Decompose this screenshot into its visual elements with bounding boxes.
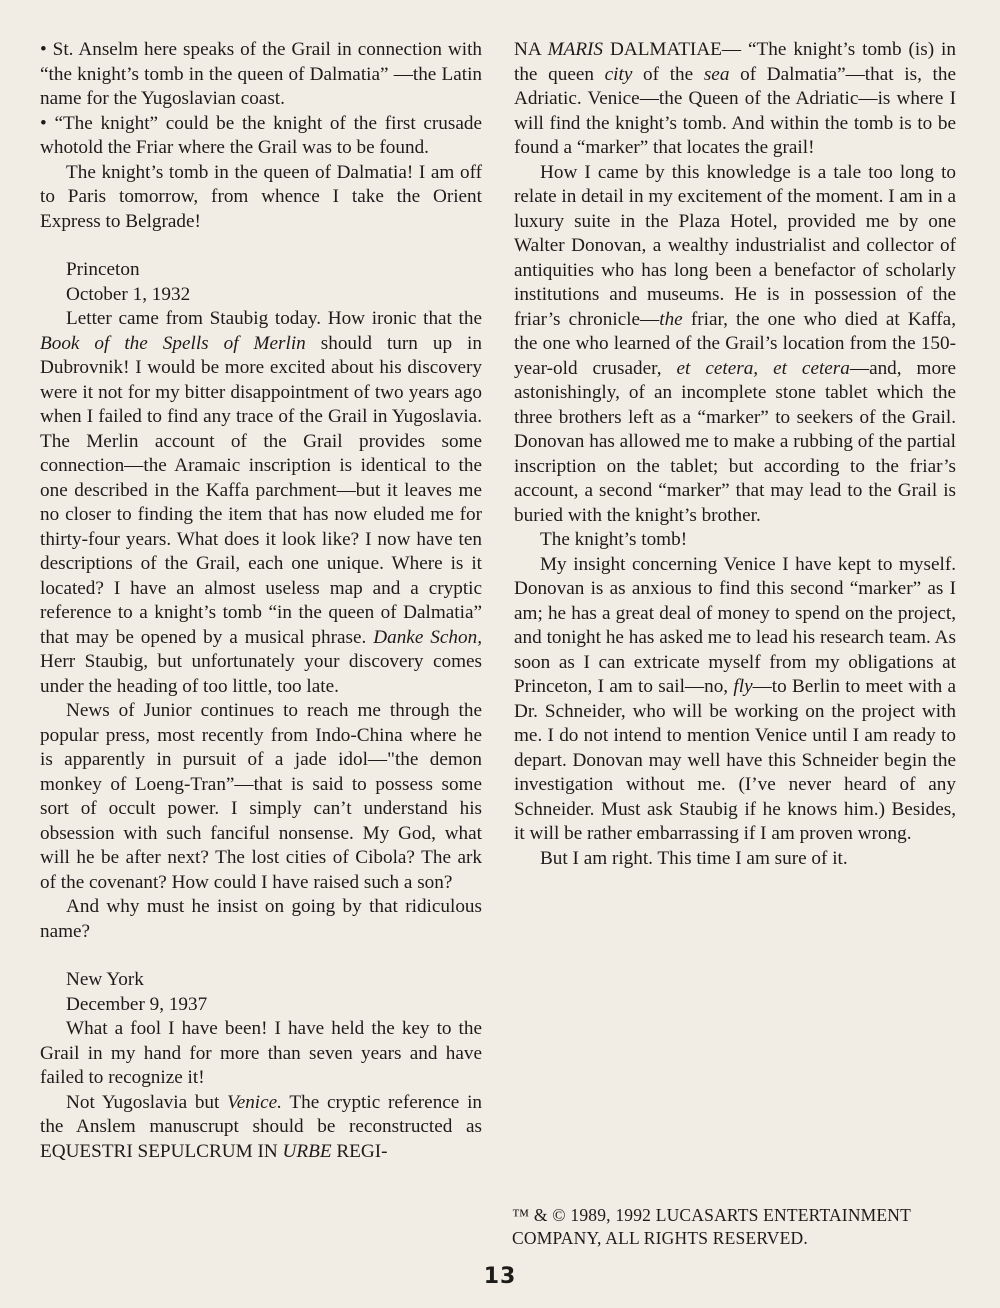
book-title: Book of the Spells of Merlin <box>40 332 306 354</box>
paragraph: Not Yugoslavia but Venice. The cryptic reference in the Anslem manuscrupt should be reconstructed as EQUESTRI SEPULCRUM IN URBE REGI- <box>40 1091 482 1162</box>
paragraph: NA MARIS DALMATIAE— “The knight’s tomb (is) in the queen city of the sea of Dalmatia”—that is, the Adriatic. Venice—the Queen of the Adriatic—is where I will find the knight’s tomb. And within the tomb is to be found a “marker” that locates the grail! <box>514 39 956 158</box>
paragraph: News of Junior continues to reach me through the popular press, most recently from Indo-China where he is apparently in pursuit of a jade idol—"the demon monkey of Loeng-Tran”—that is said to possess some sort of occult power. I simply can’t understand his obsession with such fanciful nonsense. My God, what will he be after next? The lost cities of Cibola? The ark of the covenant? How could I have raised such a son? <box>40 700 482 893</box>
bullet-item: • St. Anselm here speaks of the Grail in connection with “the knight’s tomb in the queen of Dalmatia” —the Latin name for the Yugoslavian coast. <box>40 39 482 109</box>
copyright-notice: ™ & © 1989, 1992 LUCASARTS ENTERTAINMENT COMPANY, ALL RIGHTS RESERVED. <box>512 1205 912 1248</box>
right-column <box>514 38 956 871</box>
entry-place: Princeton <box>66 259 140 280</box>
page-number: 13 <box>483 1264 517 1289</box>
paragraph: The knight’s tomb! <box>540 529 688 550</box>
paragraph: My insight concerning Venice I have kept to myself. Donovan is as anxious to find this second “marker” as I am; he has a great deal of money to spend on the project, and tonight he has asked me to lead his research team. As soon as I can extricate myself from my obligations at Princeton, I am to sail—no, fly—to Berlin to meet with a Dr. Schneider, who will be working on the project with me. I do not intend to mention Venice until I am ready to depart. Donovan may well have this Schneider begin the investigation without me. (I’ve never heard of any Schneider. Must ask Staubig if he knows him.) Besides, it will be rather embarrassing if I am proven wrong. <box>514 553 956 844</box>
entry-date: October 1, 1932 <box>66 283 191 305</box>
paragraph: What a fool I have been! I have held the key to the Grail in my hand for more than seven years and have failed to recognize it! <box>40 1018 482 1088</box>
paragraph: And why must he insist on going by that ridiculous name? <box>40 896 482 942</box>
bullet-item: • “The knight” could be the knight of the first crusade whotold the Friar where the Grail was to be found. <box>40 112 482 158</box>
paragraph: But I am right. This time I am sure of it. <box>540 847 848 869</box>
paragraph: How I came by this knowledge is a tale too long to relate in detail in my excitement of the moment. I am in a luxury suite in the Plaza Hotel, provided me by one Walter Donovan, a wealthy industrialist and collector of antiquities who has long been a benefactor of scholarly institutions and museums. He is in possession of the friar’s chronicle—the friar, the one who died at Kaffa, the one who learned of the Grail’s location from the 150-year-old crusader, et cetera, et cetera—and, more astonishingly, of an incomplete stone tablet which the three brothers left as a “marker” to seekers of the Grail. Donovan has allowed me to make a rubbing of the partial inscription on the tablet; but according to the friar’s account, a second “marker” that may lead to the Grail is buried with the knight’s brother. <box>514 161 956 526</box>
left-column <box>40 38 482 1164</box>
entry-date: December 9, 1937 <box>66 993 208 1015</box>
paragraph: The knight’s tomb in the queen of Dalmatia! I am off to Paris tomorrow, from whence I take the Orient Express to Belgrade! <box>40 161 482 232</box>
paragraph: Letter came from Staubig today. How ironic that the Book of the Spells of Merlin should turn up in Dubrovnik! I would be more excited about his discovery were it not for my bitter disappointment of two years ago when I failed to find any trace of the Grail in Yugoslavia. The Merlin account of the Grail provides some connection—the Aramaic inscription is identical to the one described in the Kaffa parchment—but it leaves me no closer to finding the item that has now eluded me for thirty-four years. What does it look like? I now have ten descriptions of the Grail, each one unique. Where is it located? I have an almost useless map and a cryptic reference to a knight’s tomb “in the queen of Dalmatia” that may be opened by a musical phrase. Danke Schon, Herr Staubig, but unfortunately your discovery comes under the heading of too little, too late. <box>40 308 482 697</box>
entry-place: New York <box>66 969 144 990</box>
